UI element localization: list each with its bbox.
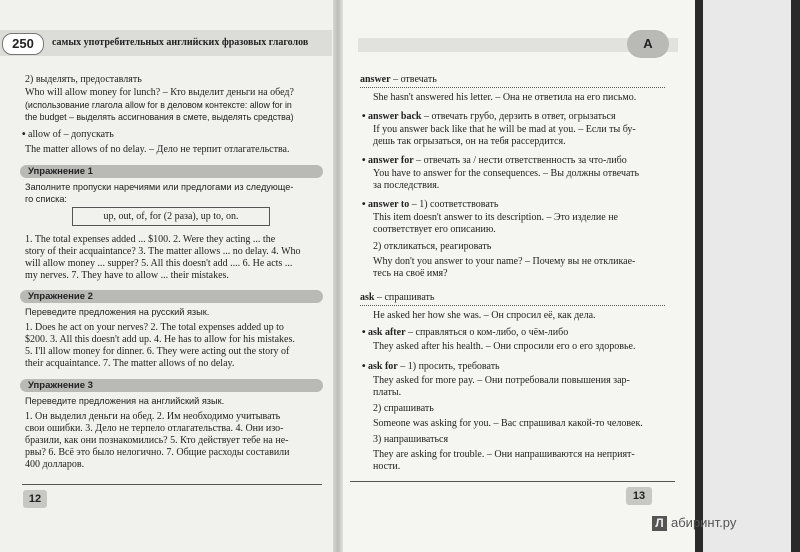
example-line: If you answer back like that he will be mad at you. – Если ты бу- bbox=[373, 124, 636, 135]
headword: ask bbox=[360, 292, 375, 303]
exercise-3-text: рвы? 6. Всё это было нелогично. 7. Общие расходы составили bbox=[25, 447, 290, 458]
example-line: The matter allows of no delay. – Дело не терпит отлагательства. bbox=[25, 144, 290, 155]
sense-line: 3) напрашиваться bbox=[373, 434, 449, 445]
phrasal-entry-answer-back: • answer back – отвечать грубо, дерзить в ответ, огрызаться bbox=[362, 111, 616, 122]
phrasal-verb: answer back bbox=[368, 111, 422, 122]
headword: answer bbox=[360, 74, 391, 85]
exercise-1-text: my nerves. 7. They have to allow ... their mistakes. bbox=[25, 270, 229, 281]
exercise-2-header: Упражнение 2 bbox=[20, 290, 323, 303]
phrasal-verb: answer for bbox=[368, 155, 414, 166]
footer-rule bbox=[350, 481, 675, 482]
exercise-2-text: $200. 3. All this doesn't add up. 4. He has to allow for his mistakes. bbox=[25, 334, 295, 345]
series-title: самых употребительных английских фразовых глаголов bbox=[52, 37, 309, 48]
example-line: Someone was asking for you. – Вас спрашивал какой-то человек. bbox=[373, 418, 643, 429]
example-line: They asked for more pay. – Они потребовали повышения зар- bbox=[373, 375, 630, 386]
phrasal-entry-answer-for: • answer for – отвечать за / нести ответственность за что-либо bbox=[362, 155, 627, 166]
sense-line: 2) выделять, предоставлять bbox=[25, 74, 142, 85]
exercise-2-text: 5. I'll allow money for dinner. 6. They were acting out the story of bbox=[25, 346, 290, 357]
exercise-1-instruction: Заполните пропуски наречиями или предлогами из следующе- bbox=[25, 182, 294, 192]
headword-ask bbox=[360, 292, 434, 304]
left-page-number: 12 bbox=[23, 490, 47, 508]
exercise-2-text: their acquaintance. 7. The matter allows of no delay. bbox=[25, 358, 235, 369]
exercise-3-text: 1. Он выделил деньги на обед. 2. Им необходимо учитывать bbox=[25, 411, 281, 422]
headword-rule bbox=[360, 87, 665, 88]
watermark-text: абиринт.ру bbox=[671, 515, 737, 530]
headword-meaning: – спрашивать bbox=[374, 292, 435, 303]
exercise-3-instruction: Переведите предложения на английский язык. bbox=[25, 396, 225, 406]
example-line: They asked after his health. – Они спросили его о его здоровье. bbox=[373, 341, 636, 352]
headword-answer bbox=[360, 74, 437, 86]
example-line: ности. bbox=[373, 461, 401, 472]
example-line: тесь на своё имя? bbox=[373, 268, 448, 279]
phrasal-entry-ask-after: • ask after – справляться о ком-либо, о чём-либо bbox=[362, 327, 569, 338]
exercise-1-text: 1. The total expenses added ... $100. 2. Were they acting ... the bbox=[25, 234, 276, 245]
exercise-3-header: Упражнение 3 bbox=[20, 379, 323, 392]
exercise-3-text: свои ошибки. 3. Дело не терпело отлагательства. 4. Они изо- bbox=[25, 423, 284, 434]
book-spine bbox=[333, 0, 343, 552]
example-line: дешь так огрызаться, он на тебя рассердится. bbox=[373, 136, 566, 147]
watermark-logo-icon: Л bbox=[652, 516, 667, 531]
phrasal-entry-allow-of: • allow of – допускать bbox=[22, 129, 114, 140]
exercise-1-text: will allow money ... supper? 5. All this doesn't add .... 6. He acts ... bbox=[25, 258, 293, 269]
series-number-badge: 250 bbox=[2, 33, 44, 55]
example-line: He asked her how she was. – Он спросил её, как дела. bbox=[373, 310, 596, 321]
exercise-2-text: 1. Does he act on your nerves? 2. The total expenses added up to bbox=[25, 322, 284, 333]
example-line: She hasn't answered his letter. – Она не ответила на его письмо. bbox=[373, 92, 637, 103]
example-line: соответствует его описанию. bbox=[373, 224, 496, 235]
exercise-3-text: 400 долларов. bbox=[25, 459, 85, 470]
exercise-1-header: Упражнение 1 bbox=[20, 165, 323, 178]
phrasal-meaning: – отвечать за / нести ответственность за что-либо bbox=[413, 155, 627, 166]
note-line: (использование глагола allow for в деловом контексте: allow for in bbox=[25, 100, 292, 110]
phrasal-meaning: – отвечать грубо, дерзить в ответ, огрызаться bbox=[421, 111, 616, 122]
example-line: за последствия. bbox=[373, 180, 440, 191]
exercise-3-text: бразили, как они познакомились? 5. Кто действует тебе на не- bbox=[25, 435, 289, 446]
example-line: This item doesn't answer to its description. – Это изделие не bbox=[373, 212, 618, 223]
word-list-box: up, out, of, for (2 раза), up to, on. bbox=[72, 207, 270, 226]
note-line: the budget – выделять ассигнования в смете, выделять средства) bbox=[25, 112, 294, 122]
phrasal-entry-answer-to: • answer to – 1) соответствовать bbox=[362, 199, 499, 210]
phrasal-entry-ask-for: • ask for – 1) просить, требовать bbox=[362, 361, 500, 372]
phrasal-verb: ask after bbox=[368, 327, 406, 338]
watermark bbox=[652, 515, 736, 531]
example-line: You have to answer for the consequences. – Вы должны отвечать bbox=[373, 168, 640, 179]
right-page-number: 13 bbox=[626, 487, 652, 505]
exercise-1-instruction: го списка: bbox=[25, 194, 67, 204]
letter-tab: A bbox=[627, 30, 669, 58]
footer-rule bbox=[22, 484, 322, 485]
sense-line: 2) откликаться, реагировать bbox=[373, 241, 492, 252]
sense-line: 2) спрашивать bbox=[373, 403, 434, 414]
example-line: платы. bbox=[373, 387, 402, 398]
phrasal-verb: answer to bbox=[368, 199, 410, 210]
exercise-1-text: story of their acquaintance? 3. The matter allows ... no delay. 4. Who bbox=[25, 246, 301, 257]
back-cover-sheet bbox=[703, 0, 791, 552]
exercise-2-instruction: Переведите предложения на русский язык. bbox=[25, 307, 210, 317]
headword-meaning: – отвечать bbox=[390, 74, 437, 85]
phrasal-meaning: – 1) просить, требовать bbox=[397, 361, 500, 372]
entry-text: allow of – допускать bbox=[28, 129, 114, 140]
phrasal-meaning: – справляться о ком-либо, о чём-либо bbox=[405, 327, 569, 338]
phrasal-meaning: – 1) соответствовать bbox=[409, 199, 499, 210]
headword-rule bbox=[360, 305, 665, 306]
phrasal-verb: ask for bbox=[368, 361, 398, 372]
example-line: Who will allow money for lunch? – Кто выделит деньги на обед? bbox=[25, 87, 294, 98]
example-line: Why don't you answer to your name? – Почему вы не откликае- bbox=[373, 256, 636, 267]
example-line: They are asking for trouble. – Они напрашиваются на неприят- bbox=[373, 449, 635, 460]
